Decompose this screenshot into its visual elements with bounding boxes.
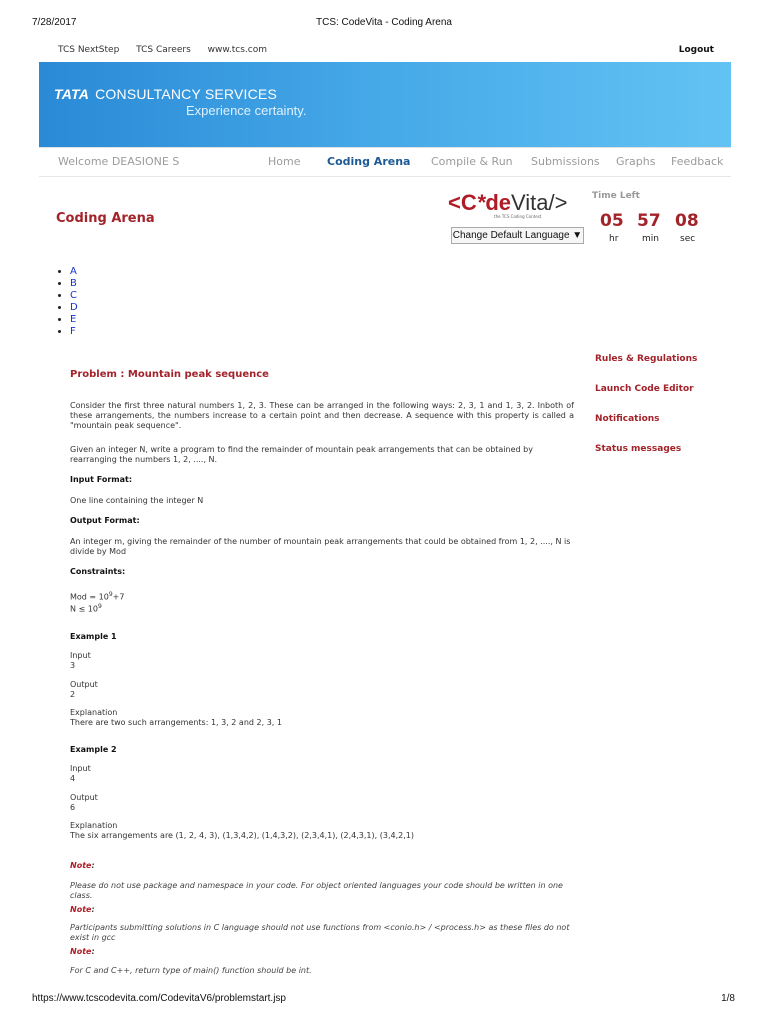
note-label	[70, 905, 95, 914]
example1-explanation: There are two such arrangements: 1, 3, 2 and 2, 3, 1	[70, 718, 282, 727]
timer-hours: 05	[600, 211, 624, 231]
note-label	[70, 947, 95, 956]
problem-link-a[interactable]: A	[70, 266, 77, 277]
note-text-1: Please do not use package and namespace in your code. For object oriented languages your code should be written in one class.	[70, 881, 563, 900]
nav-compile-run[interactable]: Compile & Run	[431, 155, 513, 168]
example1-output-label: Output	[70, 680, 98, 689]
nav-graphs[interactable]: Graphs	[616, 155, 656, 168]
example2-explanation: The six arrangements are (1, 2, 4, 3), (1,3,4,2), (1,4,3,2), (2,3,4,1), (2,4,3,1), (3,4,2,1)	[70, 831, 414, 840]
constraint-mod	[70, 590, 574, 603]
page-title: Coding Arena	[56, 211, 155, 226]
problem-link-b[interactable]: B	[70, 278, 77, 289]
problem-link-c[interactable]: C	[70, 290, 77, 301]
nav-feedback[interactable]: Feedback	[671, 155, 724, 168]
note-label	[70, 861, 95, 870]
codevita-logo-part: Vita/>	[511, 190, 568, 215]
print-date: 7/28/2017	[32, 17, 77, 28]
note-colon: :	[91, 861, 95, 870]
note-label-text: Note	[70, 905, 92, 914]
constraint-n	[70, 602, 574, 615]
constraint-mod-prefix: Mod = 10	[70, 592, 109, 602]
header-banner	[39, 62, 731, 147]
list-item	[70, 314, 78, 326]
codevita-logo-part: de	[485, 190, 511, 215]
nav-divider-bottom	[39, 176, 731, 177]
logout-link[interactable]: Logout	[678, 45, 714, 55]
welcome-text: Welcome DEASIONE S	[58, 155, 180, 168]
tcs-logo-bold: TATA	[54, 86, 90, 102]
timer-min-label: min	[642, 234, 659, 244]
constraints-label: Constraints:	[70, 567, 126, 576]
example2-input-label: Input	[70, 764, 91, 773]
status-messages-link[interactable]: Status messages	[595, 444, 682, 454]
constraint-n-prefix: N ≤ 10	[70, 604, 98, 614]
problem-title: Problem : Mountain peak sequence	[70, 369, 269, 380]
list-item	[70, 290, 78, 302]
timer-seconds: 08	[675, 211, 699, 231]
nav-home[interactable]: Home	[268, 155, 301, 168]
main-nav	[0, 155, 768, 173]
list-item	[70, 266, 78, 278]
list-item	[70, 326, 78, 338]
example1-explanation-label: Explanation	[70, 708, 118, 717]
nav-coding-arena[interactable]: Coding Arena	[327, 155, 411, 168]
example1-input-label: Input	[70, 651, 91, 660]
example1-input: 3	[70, 661, 76, 670]
rules-link[interactable]: Rules & Regulations	[595, 354, 698, 364]
note-text-3: For C and C++, return type of main() function should be int.	[70, 966, 312, 975]
note-label-text: Note	[70, 861, 92, 870]
timer-hr-label: hr	[609, 234, 619, 244]
notifications-link[interactable]: Notifications	[595, 414, 660, 424]
codevita-subtitle: the TCS Coding Contest	[494, 214, 542, 219]
link-tcs-com[interactable]: www.tcs.com	[207, 45, 268, 55]
problem-intro: Consider the first three natural numbers 1, 2, 3. These can be arranged in the following ways: 2, 3, 1 and 1, 3, 2. Inboth of these arrangements, the numbers increase to a certain point and then decrease. A sequence with this property is called a "mountain peak sequence".	[70, 401, 574, 430]
banner-tagline: Experience certainty.	[186, 103, 307, 118]
example2-explanation-label: Explanation	[70, 821, 118, 830]
note-colon: :	[91, 947, 95, 956]
example2-output: 6	[70, 803, 76, 812]
input-format-text: One line containing the integer N	[70, 496, 204, 505]
link-tcs-nextstep[interactable]: TCS NextStep	[58, 45, 120, 55]
print-title: TCS: CodeVita - Coding Arena	[315, 17, 452, 28]
problem-link-f[interactable]: F	[70, 326, 76, 337]
change-language-button[interactable]: Change Default Language ▼	[451, 227, 584, 244]
top-links	[58, 45, 281, 55]
timer-minutes: 57	[637, 211, 661, 231]
nav-submissions[interactable]: Submissions	[531, 155, 600, 168]
problem-list	[54, 266, 78, 338]
example2-input: 4	[70, 774, 76, 783]
list-item	[70, 302, 78, 314]
tcs-logo-text: CONSULTANCY SERVICES	[95, 86, 278, 102]
output-format-text: An integer m, giving the remainder of the number of mountain peak arrangements that could be obtained from 1, 2, ...., N is divide by Mod	[70, 537, 571, 556]
nav-divider-top	[39, 147, 731, 148]
problem-link-d[interactable]: D	[70, 302, 78, 313]
example2-output-label: Output	[70, 793, 98, 802]
problem-task: Given an integer N, write a program to find the remainder of mountain peak arrangements that can be obtained by rearranging the numbers 1, 2, ...., N.	[70, 445, 533, 464]
example2-label: Example 2	[70, 745, 117, 754]
note-text-2: Participants submitting solutions in C language should not use functions from <conio.h> / <process.h> as these files do not exist in gcc	[70, 923, 570, 942]
constraint-n-exponent: 9	[97, 603, 102, 610]
constraint-mod-suffix: +7	[112, 592, 125, 602]
note-label-text: Note	[70, 947, 92, 956]
input-format-label: Input Format:	[70, 475, 133, 484]
codevita-logo-part: <C	[448, 190, 477, 215]
output-format-label: Output Format:	[70, 516, 140, 525]
note-colon: :	[91, 905, 95, 914]
print-page-number: 1/8	[721, 993, 735, 1004]
problem-link-e[interactable]: E	[70, 314, 77, 325]
example1-label: Example 1	[70, 632, 117, 641]
example1-output: 2	[70, 690, 76, 699]
codevita-logo	[448, 190, 567, 216]
time-left-label: Time Left	[592, 191, 640, 201]
timer-sec-label: sec	[680, 234, 696, 244]
link-tcs-careers[interactable]: TCS Careers	[136, 45, 191, 55]
codevita-logo-star: *	[476, 190, 486, 215]
tcs-logo	[54, 86, 277, 102]
list-item	[70, 278, 78, 290]
print-url: https://www.tcscodevita.com/CodevitaV6/problemstart.jsp	[32, 993, 286, 1004]
constraint-mod-exponent: 9	[108, 591, 113, 598]
launch-editor-link[interactable]: Launch Code Editor	[595, 384, 694, 394]
